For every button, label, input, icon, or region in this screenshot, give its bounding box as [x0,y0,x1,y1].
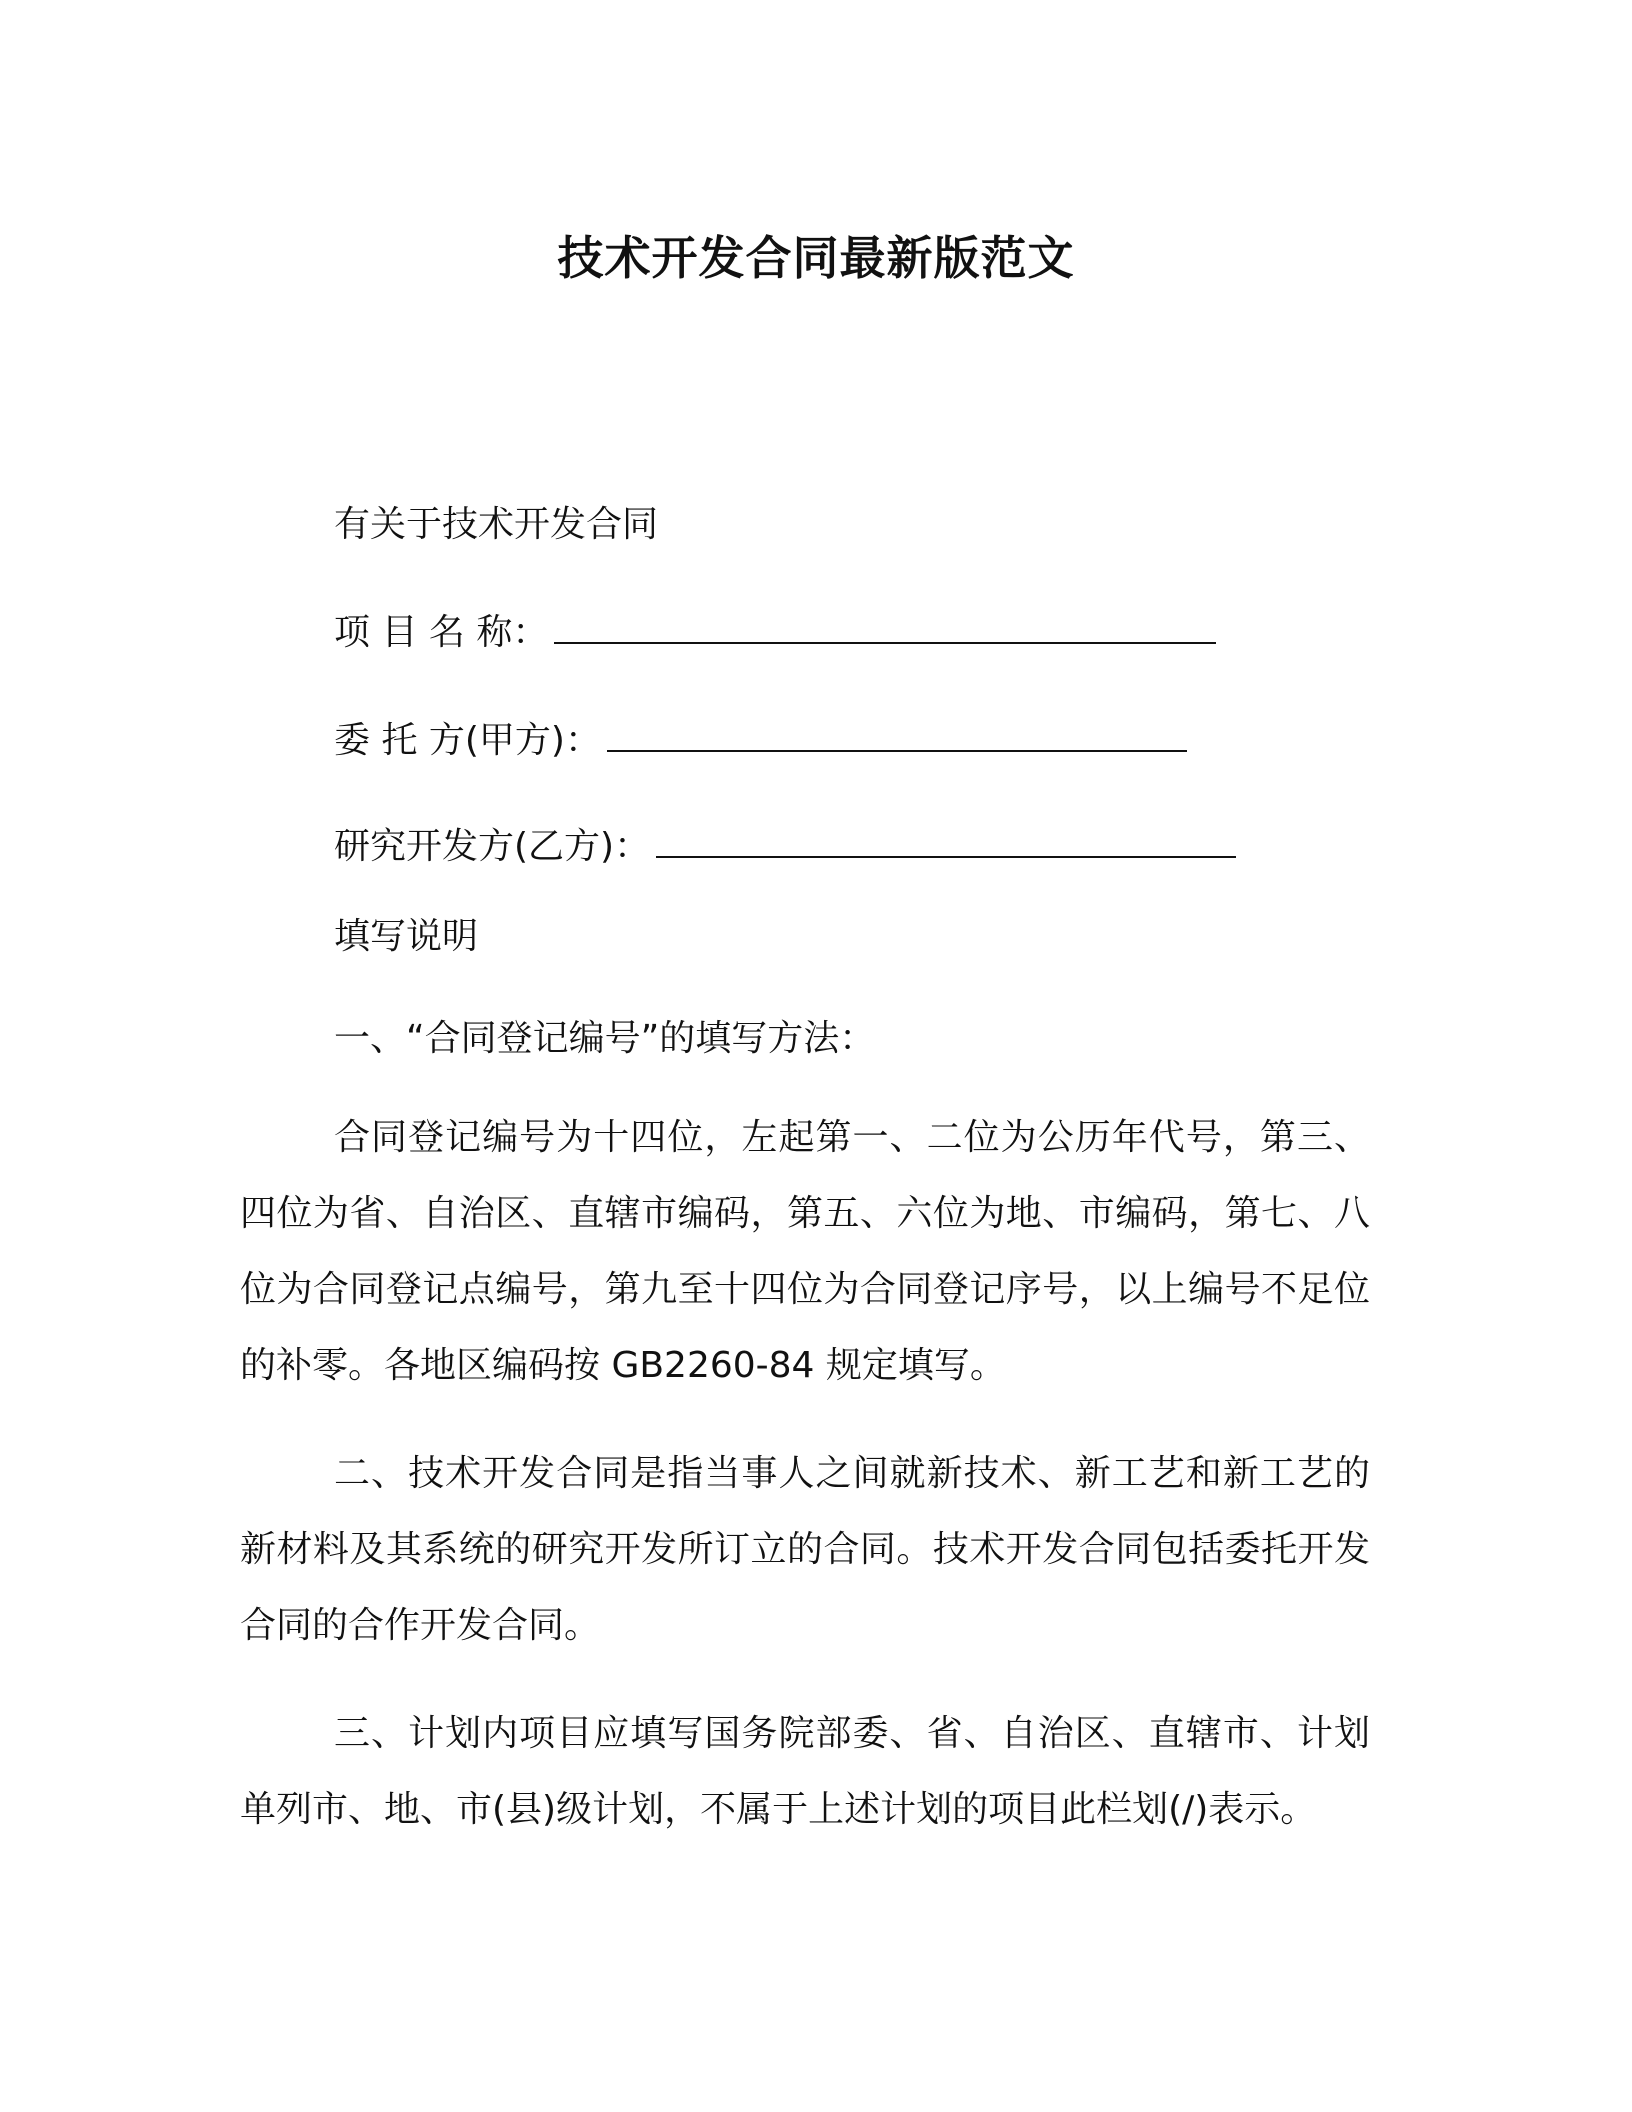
blank-line [554,616,1216,644]
paragraph: 三、计划内项目应填写国务院部委、省、自治区、直辖市、计划单列市、地、市(县)级计划，不属于上述计划的项目此栏划(/)表示。 [240,1713,1370,1830]
paragraph: 二、技术开发合同是指当事人之间就新技术、新工艺和新工艺的新材料及其系统的研究开发所订立的合同。技术开发合同包括委托开发合同的合作开发合同。 [240,1453,1370,1646]
document-title: 技术开发合同最新版范文 [557,231,1075,285]
document-subtitle: 有关于技术开发合同 [334,504,659,545]
field-developer [334,818,1236,869]
field-label: 研究开发方(乙方)： [334,826,651,867]
field-label: 委 托 方(甲方)： [334,720,601,761]
section-heading: 填写说明 [334,916,479,957]
blank-line [607,724,1187,752]
paragraph: 合同登记编号为十四位，左起第一、二位为公历年代号，第三、四位为省、自治区、直辖市编码，第五、六位为地、市编码，第七、八位为合同登记点编号，第九至十四位为合同登记序号，以上编号不足位的补零。各地区编码按 GB2260-84 规定填写。 [240,1117,1370,1386]
field-label: 项 目 名 称： [334,612,549,653]
item1-heading: 一、“合同登记编号”的填写方法： [334,1018,876,1059]
field-project-name [334,604,1216,655]
blank-line [656,830,1236,858]
field-client [334,712,1187,763]
